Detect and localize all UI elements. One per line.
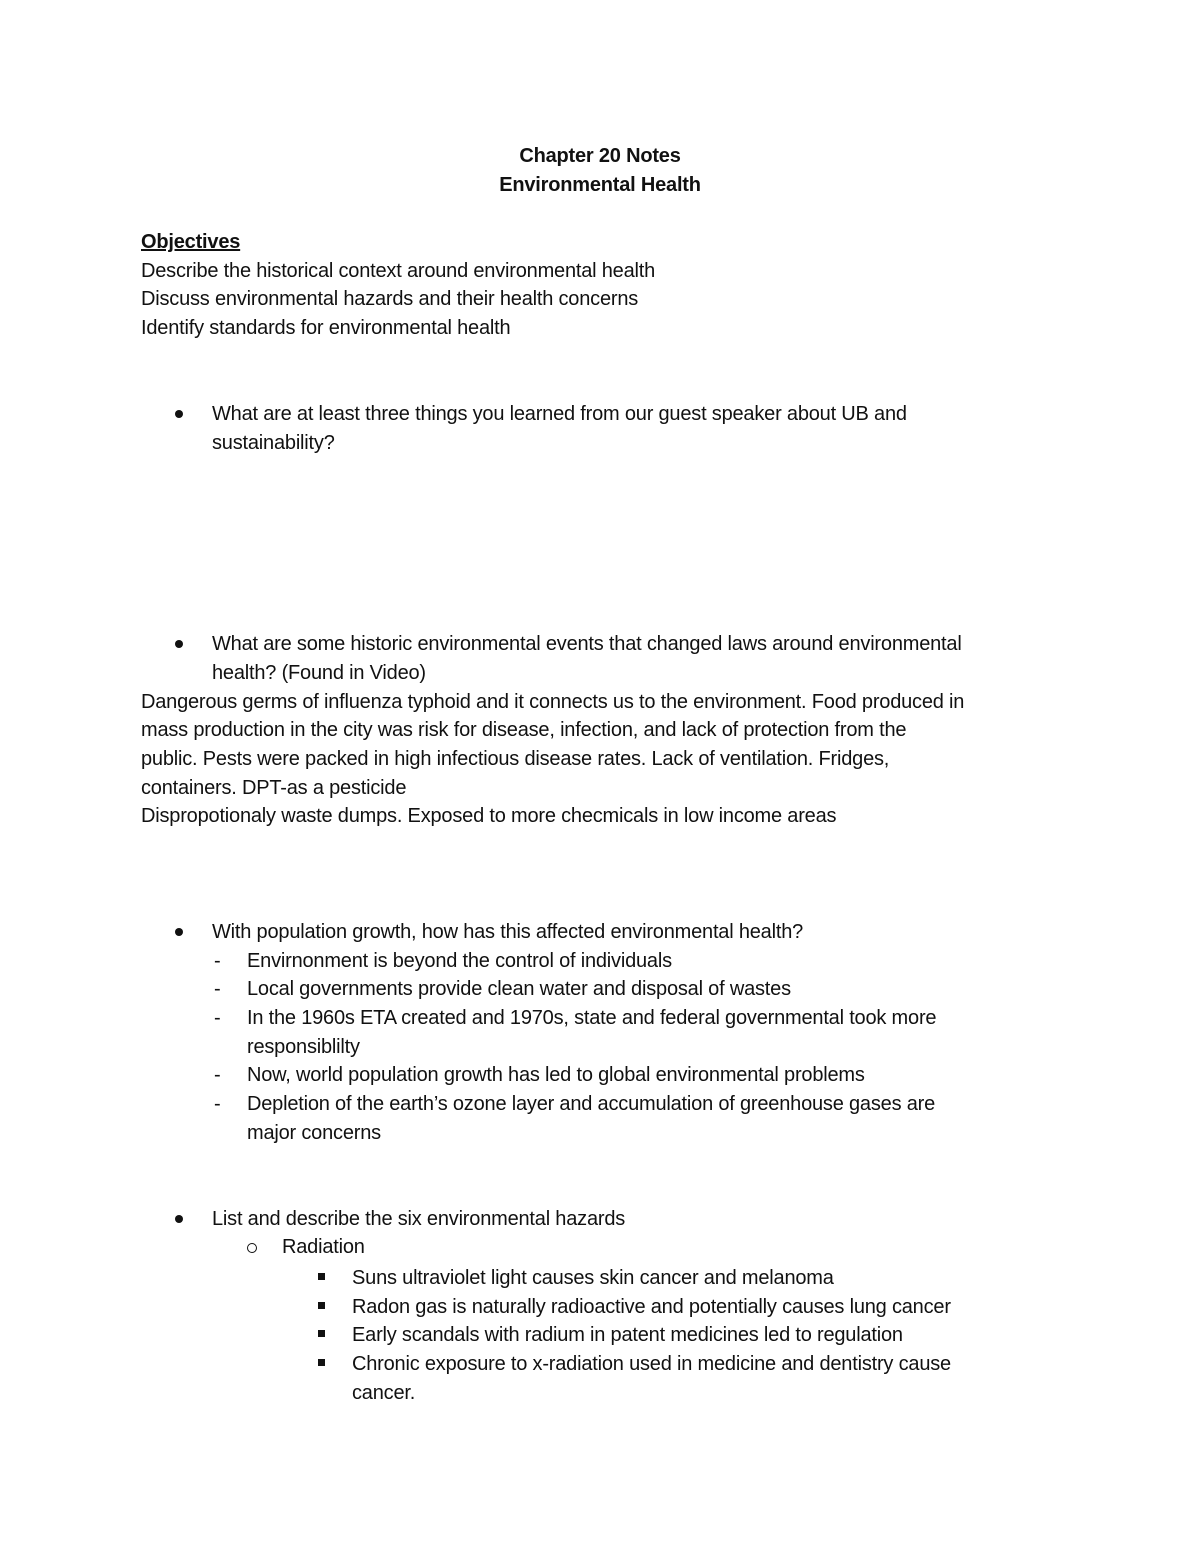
dash-marker: - <box>214 950 221 972</box>
question-2-line: health? (Found in Video) <box>212 662 426 684</box>
hazard-detail: Radon gas is naturally radioactive and potentially causes lung cancer <box>352 1296 951 1318</box>
objective-item: Identify standards for environmental health <box>141 317 511 339</box>
sub-item: Envirnonment is beyond the control of individuals <box>247 950 672 972</box>
dash-marker: - <box>214 978 221 1000</box>
hazard-detail: Early scandals with radium in patent medicines led to regulation <box>352 1324 903 1346</box>
question-2-line: What are some historic environmental events that changed laws around environmental <box>212 633 962 655</box>
objective-item: Describe the historical context around environmental health <box>141 260 656 282</box>
circle-bullet-icon <box>247 1243 257 1253</box>
sub-item: Local governments provide clean water and disposal of wastes <box>247 978 791 1000</box>
answer-2-line: mass production in the city was risk for disease, infection, and lack of protection from the <box>141 719 907 741</box>
square-bullet-icon <box>318 1330 325 1337</box>
square-bullet-icon <box>318 1273 325 1280</box>
bullet-icon <box>175 1215 183 1223</box>
bullet-icon <box>175 640 183 648</box>
sub-item: In the 1960s ETA created and 1970s, state and federal governmental took more <box>247 1007 937 1029</box>
sub-item: Depletion of the earth’s ozone layer and accumulation of greenhouse gases are <box>247 1093 936 1115</box>
bullet-icon <box>175 928 183 936</box>
square-bullet-icon <box>318 1359 325 1366</box>
sub-item-continued: major concerns <box>247 1122 381 1144</box>
hazard-detail: Chronic exposure to x-radiation used in medicine and dentistry cause <box>352 1353 951 1375</box>
sub-item-continued: responsiblilty <box>247 1036 360 1058</box>
question-4: List and describe the six environmental hazards <box>212 1208 626 1230</box>
objectives-heading: Objectives <box>141 231 241 253</box>
hazard-detail: Suns ultraviolet light causes skin cancer and melanoma <box>352 1267 834 1289</box>
hazard-detail-continued: cancer. <box>352 1382 416 1404</box>
hazard-name: Radiation <box>282 1236 365 1258</box>
objective-item: Discuss environmental hazards and their health concerns <box>141 288 639 310</box>
question-1-line: sustainability? <box>212 432 335 454</box>
dash-marker: - <box>214 1093 221 1115</box>
question-1-line: What are at least three things you learned from our guest speaker about UB and <box>212 403 907 425</box>
answer-2-line: Dangerous germs of influenza typhoid and it connects us to the environment. Food produced in <box>141 691 965 713</box>
page-subtitle: Environmental Health <box>499 174 701 196</box>
dash-marker: - <box>214 1007 221 1029</box>
answer-2-line: containers. DPT-as a pesticide <box>141 777 407 799</box>
page-title: Chapter 20 Notes <box>519 145 681 167</box>
question-3: With population growth, how has this affected environmental health? <box>212 921 804 943</box>
bullet-icon <box>175 410 183 418</box>
square-bullet-icon <box>318 1302 325 1309</box>
answer-2-line: public. Pests were packed in high infectious disease rates. Lack of ventilation. Fridges, <box>141 748 890 770</box>
answer-2-line: Dispropotionaly waste dumps. Exposed to more checmicals in low income areas <box>141 805 837 827</box>
dash-marker: - <box>214 1064 221 1086</box>
sub-item: Now, world population growth has led to global environmental problems <box>247 1064 865 1086</box>
